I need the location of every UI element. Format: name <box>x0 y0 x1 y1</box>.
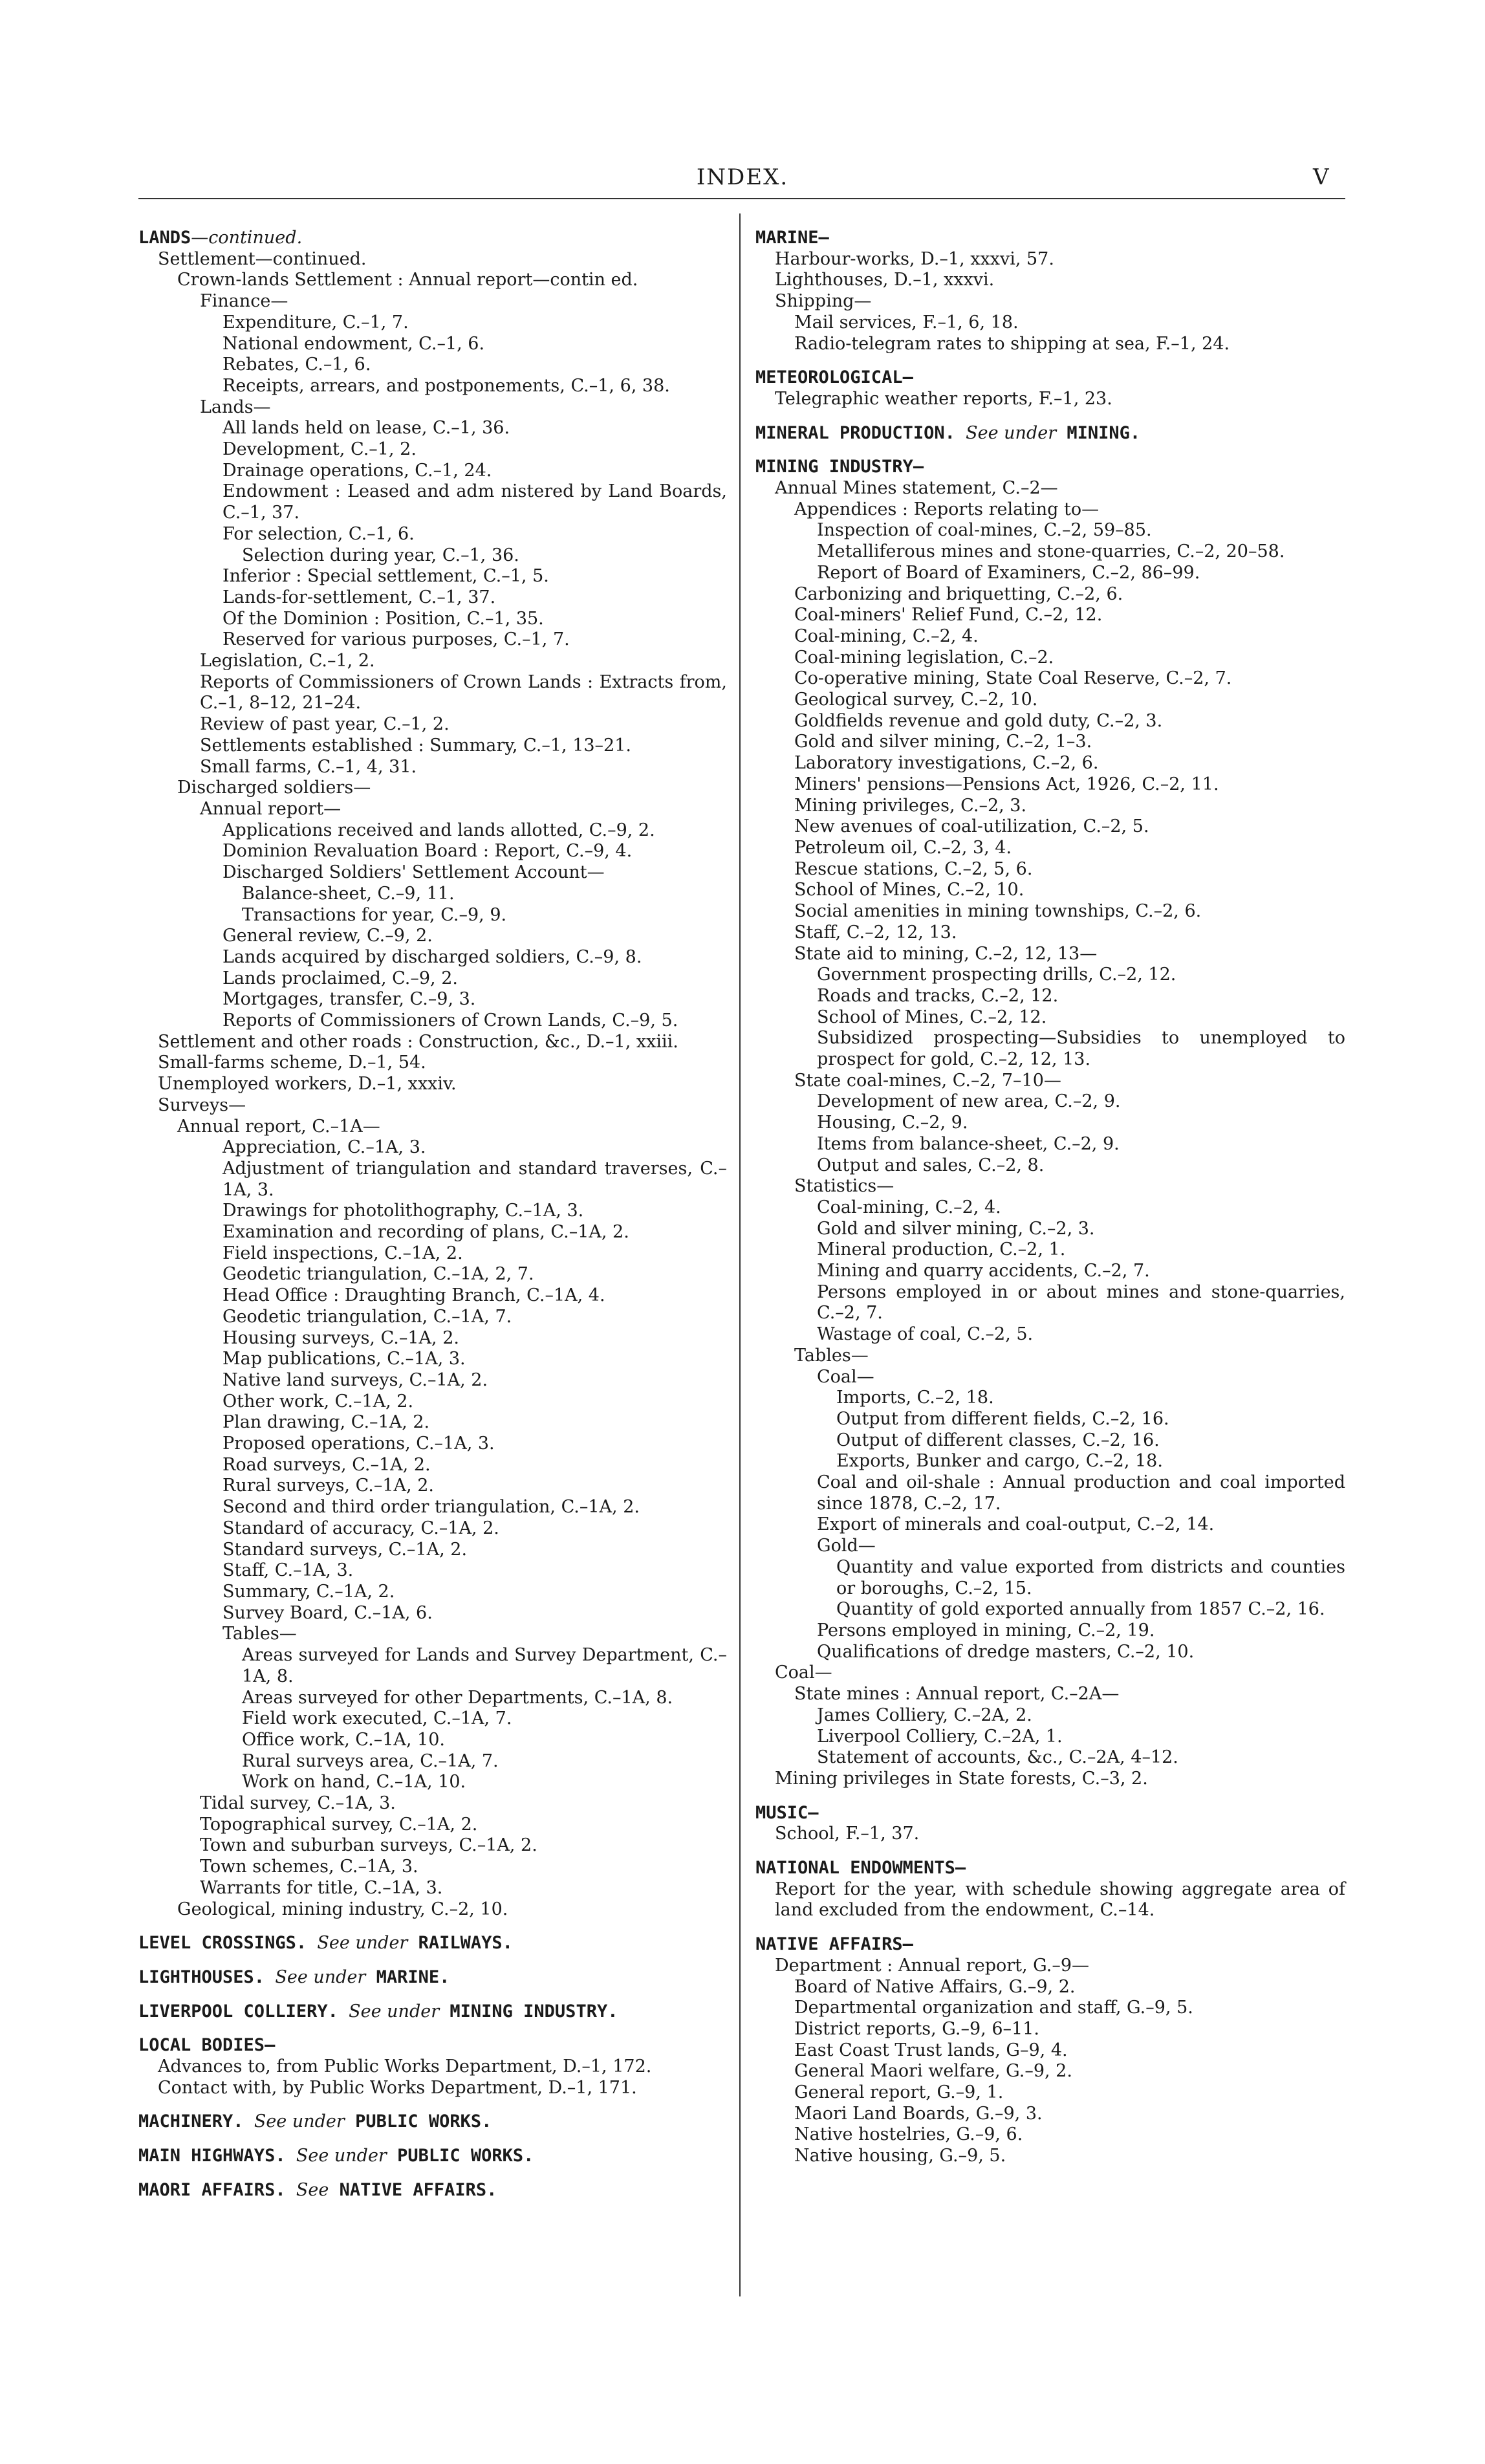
index-entry: General report, G.–9, 1. <box>794 2082 1004 2103</box>
index-entry: Statement of accounts, &c., C.–2A, 4–12. <box>817 1747 1178 1768</box>
index-entry: Development, C.–1, 2. <box>222 439 417 460</box>
index-entry: Warrants for title, C.–1A, 3. <box>200 1877 443 1898</box>
index-entry: Native land surveys, C.–1A, 2. <box>222 1369 488 1390</box>
index-entry: Plan drawing, C.–1A, 2. <box>222 1412 430 1433</box>
index-entry: Surveys— <box>158 1095 246 1115</box>
index-entry: Liverpool Colliery, C.–2A, 1. <box>817 1726 1063 1747</box>
index-entry: Geodetic triangulation, C.–1A, 2, 7. <box>222 1264 534 1285</box>
index-heading <box>755 367 1345 389</box>
index-entry: Town schemes, C.–1A, 3. <box>200 1857 418 1877</box>
see-reference: See under <box>254 2111 345 2132</box>
index-entry: Legislation, C.–1, 2. <box>200 651 375 671</box>
index-entry: Standard of accuracy, C.–1A, 2. <box>222 1518 499 1538</box>
index-entry: Reports of Commissioners of Crown Lands, C.–9, 5. <box>222 1010 678 1031</box>
heading-title: NATIVE AFFAIRS— <box>755 1934 913 1955</box>
index-entry: Statistics— <box>794 1176 894 1197</box>
left-column <box>138 228 727 2201</box>
index-entry: School of Mines, C.–2, 12. <box>817 1007 1047 1027</box>
index-entry: Head Office : Draughting Branch, C.–1A, 4. <box>222 1285 605 1306</box>
index-entry: Miners' pensions—Pensions Act, 1926, C.–2, 11. <box>794 774 1219 794</box>
index-entry: Summary, C.–1A, 2. <box>222 1582 395 1602</box>
index-entry: Subsidized prospecting—Subsidies to unemployed to prospect for gold, C.–2, 12, 13. <box>817 1028 1345 1070</box>
index-entry: Receipts, arrears, and postponements, C.–1, 6, 38. <box>222 375 670 396</box>
index-heading <box>755 423 1345 444</box>
index-entry: Selection during year, C.–1, 36. <box>242 545 519 565</box>
index-entry: Lands proclaimed, C.–9, 2. <box>222 968 458 988</box>
index-entry: Native hostelries, G.–9, 6. <box>794 2124 1023 2145</box>
index-entry: Qualifications of dredge masters, C.–2, 10. <box>817 1641 1195 1662</box>
index-entry: State mines : Annual report, C.–2A— <box>794 1684 1120 1705</box>
index-entry: Office work, C.–1A, 10. <box>242 1729 445 1750</box>
index-entry: Output from different fields, C.–2, 16. <box>836 1408 1169 1429</box>
index-entry: Proposed operations, C.–1A, 3. <box>222 1434 495 1454</box>
index-entry: Items from balance-sheet, C.–2, 9. <box>817 1133 1120 1154</box>
index-entry: Work on hand, C.–1A, 10. <box>242 1772 466 1793</box>
index-entry: Development of new area, C.–2, 9. <box>817 1091 1121 1112</box>
index-entry: New avenues of coal-utilization, C.–2, 5. <box>794 816 1149 837</box>
index-entry: Roads and tracks, C.–2, 12. <box>817 985 1059 1006</box>
index-entry: Annual report— <box>200 798 341 819</box>
heading-title: MARINE— <box>755 228 829 248</box>
index-entry: Departmental organization and staff, G.–9, 5. <box>794 1998 1193 2018</box>
index-entry: Mortgages, transfer, C.–9, 3. <box>222 989 476 1010</box>
index-entry: Staff, C.–2, 12, 13. <box>794 922 957 943</box>
see-reference: See under <box>349 2001 440 2022</box>
index-entry: Social amenities in mining townships, C.–2, 6. <box>794 901 1202 922</box>
heading-title: MUSIC— <box>755 1802 819 1823</box>
index-entry: Lighthouses, D.–1, xxxvi. <box>775 270 995 290</box>
index-entry: State coal-mines, C.–2, 7–10— <box>794 1070 1061 1091</box>
heading-title: MAORI AFFAIRS. <box>138 2179 286 2200</box>
index-entry: Coal— <box>817 1366 874 1387</box>
index-entry: Shipping— <box>775 291 872 312</box>
index-entry: Crown-lands Settlement : Annual report—contin ed. <box>177 270 638 290</box>
index-heading <box>755 228 1345 249</box>
index-entry: Export of minerals and coal-output, C.–2, 14. <box>817 1514 1215 1535</box>
index-entry: Coal— <box>775 1663 832 1683</box>
index-entry: State aid to mining, C.–2, 12, 13— <box>794 943 1098 964</box>
index-entry: Settlement—continued. <box>158 248 367 269</box>
see-target: PUBLIC WORKS. <box>397 2146 534 2166</box>
index-entry: Carbonizing and briquetting, C.–2, 6. <box>794 583 1123 604</box>
heading-title: MAIN HIGHWAYS. <box>138 2146 286 2166</box>
index-entry: Rural surveys, C.–1A, 2. <box>222 1476 434 1496</box>
see-target: MINING. <box>1067 422 1141 443</box>
index-entry: Gold— <box>817 1536 876 1556</box>
index-entry: Field inspections, C.–1A, 2. <box>222 1243 463 1263</box>
index-entry: Second and third order triangulation, C.–1A, 2. <box>222 1497 640 1518</box>
index-entry: Balance-sheet, C.–9, 11. <box>242 883 455 904</box>
right-column <box>755 228 1345 2167</box>
index-entry: Geodetic triangulation, C.–1A, 7. <box>222 1306 512 1327</box>
index-heading <box>138 2035 727 2056</box>
index-heading <box>755 1934 1345 1956</box>
index-entry: Lands-for-settlement, C.–1, 37. <box>222 587 496 607</box>
index-entry: Mining and quarry accidents, C.–2, 7. <box>817 1261 1150 1281</box>
index-entry: Of the Dominion : Position, C.–1, 35. <box>222 608 544 629</box>
index-entry: Mail services, F.–1, 6, 18. <box>794 312 1019 333</box>
index-entry: Co-operative mining, State Coal Reserve, C.–2, 7. <box>794 668 1232 689</box>
index-entry: East Coast Trust lands, G–9, 4. <box>794 2040 1068 2060</box>
index-entry: Report for the year, with schedule showing aggregate area of land excluded from the endowment, C.–14. <box>775 1879 1345 1921</box>
index-heading <box>138 2180 727 2201</box>
index-entry: Small farms, C.–1, 4, 31. <box>200 756 417 777</box>
index-entry: Appendices : Reports relating to— <box>794 499 1100 519</box>
index-heading <box>138 2001 727 2023</box>
index-entry: Telegraphic weather reports, F.–1, 23. <box>775 388 1112 409</box>
index-entry: Government prospecting drills, C.–2, 12. <box>817 965 1176 985</box>
page-title: INDEX. <box>696 164 789 190</box>
index-heading <box>138 228 727 249</box>
index-entry: Lands acquired by discharged soldiers, C.–9, 8. <box>222 946 642 967</box>
index-entry: Adjustment of triangulation and standard traverses, C.–1A, 3. <box>222 1158 727 1200</box>
index-entry: Maori Land Boards, G.–9, 3. <box>794 2103 1043 2124</box>
see-target: NATIVE AFFAIRS. <box>339 2179 497 2200</box>
index-entry: Housing, C.–2, 9. <box>817 1113 968 1133</box>
index-entry: Board of Native Affairs, G.–9, 2. <box>794 1976 1076 1997</box>
index-entry: Persons employed in or about mines and stone-quarries, C.–2, 7. <box>817 1281 1345 1324</box>
index-heading <box>138 2111 727 2133</box>
index-entry: Unemployed workers, D.–1, xxxiv. <box>158 1074 457 1095</box>
index-entry: Discharged soldiers— <box>177 778 371 798</box>
see-reference: See <box>296 2179 329 2200</box>
index-entry: Examination and recording of plans, C.–1A, 2. <box>222 1222 629 1243</box>
index-entry: Gold and silver mining, C.–2, 1–3. <box>794 732 1092 752</box>
heading-title: LIVERPOOL COLLIERY. <box>138 2001 338 2022</box>
heading-title: LOCAL BODIES— <box>138 2035 276 2056</box>
index-entry: Rebates, C.–1, 6. <box>222 354 371 375</box>
index-entry: Mining privileges, C.–2, 3. <box>794 795 1027 816</box>
see-target: MARINE. <box>376 1967 450 1987</box>
index-entry: Exports, Bunker and cargo, C.–2, 18. <box>836 1451 1163 1472</box>
index-entry: Survey Board, C.–1A, 6. <box>222 1602 433 1623</box>
index-entry: Small-farms scheme, D.–1, 54. <box>158 1052 426 1073</box>
index-entry: School, F.–1, 37. <box>775 1824 920 1844</box>
heading-title: MACHINERY. <box>138 2111 244 2132</box>
index-entry: Areas surveyed for other Departments, C.–1A, 8. <box>242 1687 673 1708</box>
index-entry: Native housing, G.–9, 5. <box>794 2146 1006 2166</box>
index-entry: Discharged Soldiers' Settlement Account— <box>222 862 605 883</box>
index-heading <box>138 2146 727 2167</box>
index-entry: Tables— <box>794 1345 869 1366</box>
index-entry: General Maori welfare, G.–9, 2. <box>794 2061 1072 2082</box>
index-entry: General review, C.–9, 2. <box>222 926 433 946</box>
index-entry: Endowment : Leased and adm nistered by Land Boards, C.–1, 37. <box>222 481 727 523</box>
column-divider <box>739 213 741 2296</box>
index-entry: Output of different classes, C.–2, 16. <box>836 1430 1160 1450</box>
index-entry: Laboratory investigations, C.–2, 6. <box>794 753 1099 774</box>
index-entry: Radio-telegram rates to shipping at sea, F.–1, 24. <box>794 333 1230 354</box>
index-entry: Lands— <box>200 397 271 417</box>
index-heading <box>755 1858 1345 1879</box>
index-entry: Annual report, C.–1A— <box>177 1116 380 1137</box>
index-entry: District reports, G.–9, 6–11. <box>794 2018 1039 2039</box>
index-entry: Report of Board of Examiners, C.–2, 86–99. <box>817 562 1200 583</box>
index-entry: Applications received and lands allotted, C.–9, 2. <box>222 820 655 840</box>
index-entry: Goldfields revenue and gold duty, C.–2, 3. <box>794 710 1163 731</box>
index-entry: Settlement and other roads : Construction, &c., D.–1, xxiii. <box>158 1031 678 1052</box>
index-entry: Department : Annual report, G.–9— <box>775 1955 1090 1976</box>
index-entry: Tidal survey, C.–1A, 3. <box>200 1793 396 1814</box>
index-heading <box>755 457 1345 478</box>
index-entry: Reports of Commissioners of Crown Lands : Extracts from, C.–1, 8–12, 21–24. <box>200 671 727 714</box>
index-entry: Geological, mining industry, C.–2, 10. <box>177 1899 508 1919</box>
see-reference: See under <box>275 1967 366 1987</box>
index-entry: Areas surveyed for Lands and Survey Department, C.–1A, 8. <box>242 1645 727 1686</box>
see-target: MINING INDUSTRY. <box>450 2001 618 2022</box>
index-entry: Expenditure, C.–1, 7. <box>222 312 409 333</box>
see-reference: See under <box>296 2146 387 2166</box>
index-entry: Mining privileges in State forests, C.–3, 2. <box>775 1768 1148 1789</box>
page-number: V <box>1313 164 1329 190</box>
index-entry: Persons employed in mining, C.–2, 19. <box>817 1620 1155 1641</box>
index-entry: Quantity of gold exported annually from 1857 C.–2, 16. <box>836 1599 1325 1620</box>
index-entry: Road surveys, C.–1A, 2. <box>222 1454 431 1475</box>
index-entry: Annual Mines statement, C.–2— <box>775 478 1058 499</box>
index-entry: Contact with, by Public Works Department, D.–1, 171. <box>158 2077 637 2098</box>
heading-title: MINERAL PRODUCTION. <box>755 422 955 443</box>
index-entry: Reserved for various purposes, C.–1, 7. <box>222 629 570 650</box>
index-heading <box>138 1967 727 1989</box>
index-entry: Topographical survey, C.–1A, 2. <box>200 1814 478 1835</box>
index-entry: Housing surveys, C.–1A, 2. <box>222 1327 459 1348</box>
index-entry: Imports, C.–2, 18. <box>836 1388 994 1408</box>
heading-title: LANDS <box>138 228 191 248</box>
index-entry: Gold and silver mining, C.–2, 3. <box>817 1218 1095 1239</box>
index-entry: Standard surveys, C.–1A, 2. <box>222 1539 468 1560</box>
index-entry: Rural surveys area, C.–1A, 7. <box>242 1750 499 1771</box>
index-entry: Quantity and value exported from districts and counties or boroughs, C.–2, 15. <box>836 1556 1345 1598</box>
index-entry: Staff, C.–1A, 3. <box>222 1560 354 1581</box>
index-entry: Finance— <box>200 291 288 312</box>
index-entry: Field work executed, C.–1A, 7. <box>242 1708 512 1729</box>
index-entry: School of Mines, C.–2, 10. <box>794 880 1024 900</box>
index-entry: Rescue stations, C.–2, 5, 6. <box>794 858 1033 879</box>
index-entry: Town and suburban surveys, C.–1A, 2. <box>200 1835 537 1856</box>
see-target: PUBLIC WORKS. <box>355 2111 492 2132</box>
index-heading <box>138 1933 727 1954</box>
index-entry: Drawings for photolithography, C.–1A, 3. <box>222 1201 584 1221</box>
index-heading <box>755 1803 1345 1824</box>
index-entry: Wastage of coal, C.–2, 5. <box>817 1324 1034 1345</box>
heading-title: LIGHTHOUSES. <box>138 1967 265 1987</box>
index-entry: Drainage operations, C.–1, 24. <box>222 460 492 481</box>
index-entry: Mineral production, C.–2, 1. <box>817 1239 1066 1260</box>
index-entry: Coal-mining legislation, C.–2. <box>794 647 1054 668</box>
see-target: RAILWAYS. <box>418 1933 513 1954</box>
index-entry: Coal-mining, C.–2, 4. <box>794 626 979 646</box>
index-entry: Other work, C.–1A, 2. <box>222 1391 414 1412</box>
index-entry: Harbour-works, D.–1, xxxvi, 57. <box>775 248 1054 269</box>
index-entry: Review of past year, C.–1, 2. <box>200 714 450 735</box>
index-entry: Dominion Revaluation Board : Report, C.–9, 4. <box>222 841 633 862</box>
heading-title: LEVEL CROSSINGS. <box>138 1933 307 1954</box>
index-entry: Output and sales, C.–2, 8. <box>817 1155 1045 1175</box>
header-rule <box>138 198 1345 199</box>
index-entry: Geological survey, C.–2, 10. <box>794 690 1038 710</box>
see-reference: See under <box>966 422 1057 443</box>
see-reference: See under <box>317 1933 408 1954</box>
index-entry: Coal and oil-shale : Annual production and coal imported since 1878, C.–2, 17. <box>817 1472 1345 1514</box>
index-entry: Settlements established : Summary, C.–1, 13–21. <box>200 735 631 756</box>
index-entry: For selection, C.–1, 6. <box>222 523 415 544</box>
index-entry: Appreciation, C.–1A, 3. <box>222 1137 426 1158</box>
heading-title: METEOROLOGICAL— <box>755 367 913 388</box>
index-entry: Tables— <box>222 1624 297 1644</box>
index-entry: Advances to, from Public Works Department, D.–1, 172. <box>158 2056 652 2077</box>
index-entry: James Colliery, C.–2A, 2. <box>817 1705 1032 1725</box>
index-entry: Inferior : Special settlement, C.–1, 5. <box>222 566 549 587</box>
index-entry: Metalliferous mines and stone-quarries, C.–2, 20–58. <box>817 541 1285 562</box>
index-entry: Transactions for year, C.–9, 9. <box>242 904 507 925</box>
heading-title: MINING INDUSTRY— <box>755 457 924 477</box>
index-entry: National endowment, C.–1, 6. <box>222 333 485 354</box>
index-entry: Petroleum oil, C.–2, 3, 4. <box>794 837 1012 858</box>
index-entry: Coal-mining, C.–2, 4. <box>817 1197 1001 1217</box>
index-entry: All lands held on lease, C.–1, 36. <box>222 418 510 439</box>
index-entry: Map publications, C.–1A, 3. <box>222 1349 466 1369</box>
index-entry: Coal-miners' Relief Fund, C.–2, 12. <box>794 605 1103 626</box>
index-entry: Inspection of coal-mines, C.–2, 59–85. <box>817 520 1152 541</box>
heading-title: NATIONAL ENDOWMENTS— <box>755 1858 966 1879</box>
heading-continued: —continued. <box>191 228 303 248</box>
